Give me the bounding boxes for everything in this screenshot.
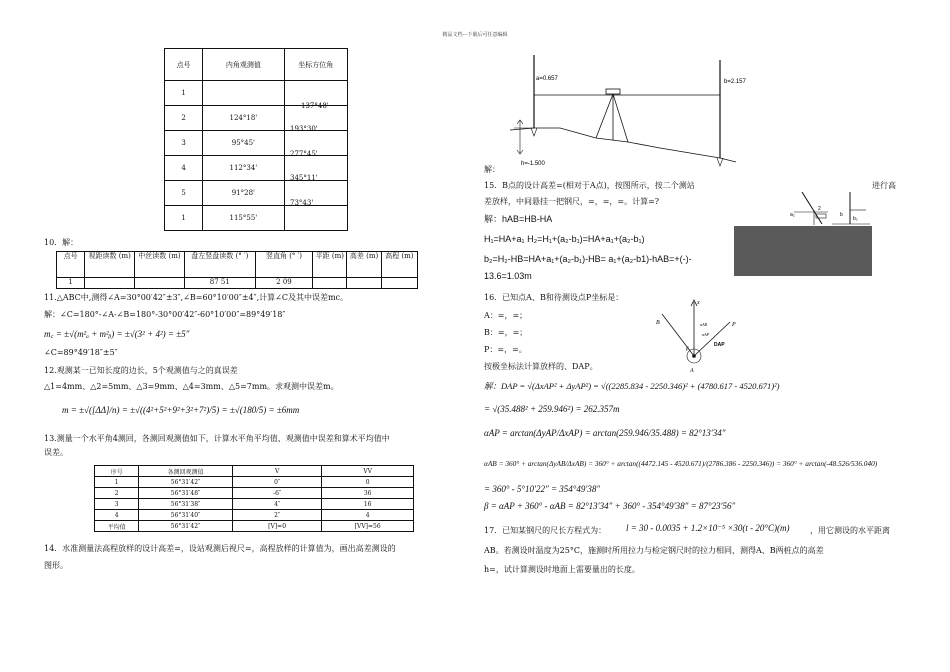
q16-polar-figure [650,296,740,374]
q13-header: VV [322,466,414,477]
q13-header: 序号 [95,466,139,477]
q10-header: 高程 (m) [381,252,417,278]
q15-solution-4: 13.6=1.03m [484,271,532,281]
t1-point: 1 [165,81,203,106]
q15-figure [732,190,872,278]
t1-point: 4 [165,156,203,181]
q16-formula-alpha-ab: αAB = 360° + arctan(ΔyAB/ΔxAB) = 360° + arctan((4472.145 - 4520.671)/(2786.386 - 2250.346)) = 360° + arctan(-48.526/536.040) [484,459,878,468]
q16-formula-dap: 解：DAP = √(ΔxAP² + ΔyAP²) = √((2285.834 - 2250.346)² + (4780.617 - 4520.671)²) [484,381,780,391]
q13-cell: 56°31′42″ [139,477,233,488]
label-dap: DAP [714,342,725,348]
q16-formula-dap-result: = √(35.488² + 259.946²) = 262.357m [484,404,620,414]
q10-cell [313,278,347,289]
q16-formula-alpha-ab-result: = 360° - 5°10′22″ = 354°49′38″ [484,484,601,494]
t1-azimuth: 345°11' [290,174,318,182]
q13-cell: 36 [322,488,414,499]
t1-point: 3 [165,131,203,156]
q13-cell: 0 [322,477,414,488]
t1-azimuth: 73°43' [290,199,314,207]
t1-azimuth-empty [284,206,347,231]
q13-cell: 56°31′40″ [139,510,233,521]
q15-line-1: 15．B点的设计高差=(相对于A点)，按图所示，按二个测站 [484,181,695,190]
q10-cell [135,278,185,289]
q13-cell: 4 [95,510,139,521]
q17-line-3: h=，试计算测设时地面上需要量出的长度。 [484,565,640,574]
t1-azimuth: 193°30' [290,125,318,133]
q10-cell: 2 09 [255,278,312,289]
q13-cell: 0″ [232,477,322,488]
q17-formula: l = 30 - 0.0035 + 1.2×10⁻⁵ ×30(t - 20°C)(m) [626,523,790,533]
q13-header: V [232,466,322,477]
q14-line-2: 图形。 [44,561,68,570]
q12-title: 12.观测某一已知长度的边长，5个观测值与之的真误差 [44,366,238,375]
q10-header: 中丝读数 (m) [135,252,185,278]
page-header: 精品文档---下载后可任意编辑 [442,32,508,38]
q13-avg-cell: [V]=0 [232,521,322,532]
q10-header: 高差 (m) [347,252,381,278]
t1-header-point: 点号 [165,49,203,81]
q13-cell: 4 [322,510,414,521]
ground-block [734,226,872,276]
q15-solution-1: 解：hAB=HB-HA [484,214,553,224]
q16-method: 按极坐标法计算放样的、DAP。 [484,362,598,371]
label-a2: a₂ [790,212,795,218]
q16-point-p: P：=，=。 [484,345,527,354]
q17-line-1-tail: ，用它测设的水平距离 [810,526,890,535]
q16-title: 16．已知点A、B和待测设点P坐标是： [484,293,624,302]
stake-icons [531,128,723,166]
q13-avg-cell: [VV]=56 [322,521,414,532]
label-beta: β [686,347,689,352]
q13-avg-cell: 56°31′42″ [139,521,233,532]
label-2: 2 [818,206,821,212]
label-p: P [732,322,736,328]
q11-result: ∠C=89°49′18″±5″ [44,348,118,357]
q13-cell: 1 [95,477,139,488]
b-label: b=2.157 [724,79,746,85]
t1-header-azimuth: 坐标方位角 [284,49,347,81]
q10-cell [85,278,135,289]
tripod-leg [613,94,628,142]
q15-line-2: 差放样，中间悬挂一把钢尺，=，=，=。计算=? [484,197,660,206]
q14-leveling-figure [500,50,750,175]
q13-cell: 56°31′48″ [139,488,233,499]
q10-table [56,251,418,289]
q10-header: 平距 (m) [313,252,347,278]
t1-point: 1 [165,206,203,231]
t1-angle: 95°45' [203,131,284,156]
t1-angle: 115°55' [203,206,284,231]
label-alpha-ab: αAB [700,322,707,327]
q11-formula: m꜀ = ±√(m²ₐ + m²ᵦ) = ±√(3² + 4²) = ±5″ [44,329,190,339]
q12-errors: △1=4mm、△2=5mm、△3=9mm、△4=3mm、△5=7mm。求观测中误差m。 [44,382,339,391]
t1-point: 2 [165,106,203,131]
point-a-marker [692,354,696,358]
traverse-table [164,48,348,231]
q12-formula: m = ±√([ΔΔ]/n) = ±√((4²+5²+9²+3²+7²)/5) = ±√(180/5) = ±6mm [62,405,300,415]
tripod-leg [596,94,613,138]
q17-line-1: 17．已知某钢尺的尺长方程式为： [484,526,607,535]
q13-cell: 3 [95,499,139,510]
q13-cell: 2″ [232,510,322,521]
line-ap [694,322,730,356]
q13-avg-cell: 平均值 [95,521,139,532]
q10-label: 10．解： [44,238,79,247]
q13-cell: 4″ [232,499,322,510]
label-b: b [840,212,843,218]
label-a: A [690,368,694,374]
q13-title-1: 13.测量一个水平角4测回，各测回观测值如下，计算水平角平均值、观测值中误差和算术平均值中 [44,434,390,443]
q13-table [94,465,414,532]
label-b: B [656,320,660,326]
q16-formula-beta: β = αAP + 360° - αAB = 82°13′34″ + 360° - 354°49′38″ = 87°23′56″ [484,501,736,511]
label-x: x [697,300,700,306]
level-instrument [606,89,620,94]
q10-cell: 1 [57,278,85,289]
q11-solution-1: 解：∠C=180°-∠A-∠B=180°-30°00′42″-60°10′00″=89°49′18″ [44,310,286,319]
label-b2: b₂ [853,216,858,222]
q10-header: 盘左竖盘读数 (° ′) [184,252,255,278]
line-ab [662,314,694,356]
t1-point: 5 [165,181,203,206]
q10-cell [381,278,417,289]
t1-header-angle: 内角观测值 [203,49,284,81]
q14-line-1: 14．水准测量法高程放样的设计高差=，设站观测后视尺=，高程放样的计算值为，画出高差测设的 [44,544,396,553]
q16-formula-alpha-ap: αAP = arctan(ΔyAP/ΔxAP) = arctan(259.946/35.488) = 82°13′34″ [484,428,726,438]
q15-line-1-tail: 进行高 [872,181,896,190]
q13-cell: 2 [95,488,139,499]
q15-solution-3: b₂=H₂-HB=HA+a₁+(a₂-b₁)-HB= a₁+(a₂-b1)-hAB=+(-)- [484,254,692,264]
q13-title-2: 误差。 [44,448,68,457]
t1-angle: 112°34' [203,156,284,181]
q11-title: 11.△ABC中,测得∠A=30°00′42″±3″,∠B=60°10′00″±4″,计算∠C及其中误差mc。 [44,293,349,302]
t1-azimuth: 277°45' [290,150,318,158]
label-alpha-ap: αAP [702,332,709,337]
t1-angle: 91°28' [203,181,284,206]
q10-cell [347,278,381,289]
q16-point-a: A：=，=； [484,311,528,320]
q13-header: 各测回观测值 [139,466,233,477]
q13-cell: 56°31′38″ [139,499,233,510]
ground-line [510,128,736,162]
q10-header: 竖直角 (° ′) [255,252,312,278]
q10-cell: 87 51 [184,278,255,289]
q16-point-b: B：=，=； [484,328,528,337]
q17-line-2: AB。若测设时温度为25°C，施测时所用拉力与检定钢尺时的拉力相同，测得A、B两桩点的高差 [484,546,824,555]
a-label: a=0.657 [536,76,558,82]
t1-angle: 124°18' [203,106,284,131]
t1-angle [203,81,284,106]
q13-cell: 16 [322,499,414,510]
h-label: h=-1.500 [521,161,545,167]
t1-azimuth: 137°48' [301,102,329,110]
q10-header: 视距读数 (m) [85,252,135,278]
q13-cell: -6″ [232,488,322,499]
q10-header: 点号 [57,252,85,278]
q15-jie: 解： [484,165,500,174]
q15-solution-2: H₁=HA+a₁ H₂=H₁+(a₂-b₁)=HA+a₁+(a₂-b₁) [484,234,645,244]
